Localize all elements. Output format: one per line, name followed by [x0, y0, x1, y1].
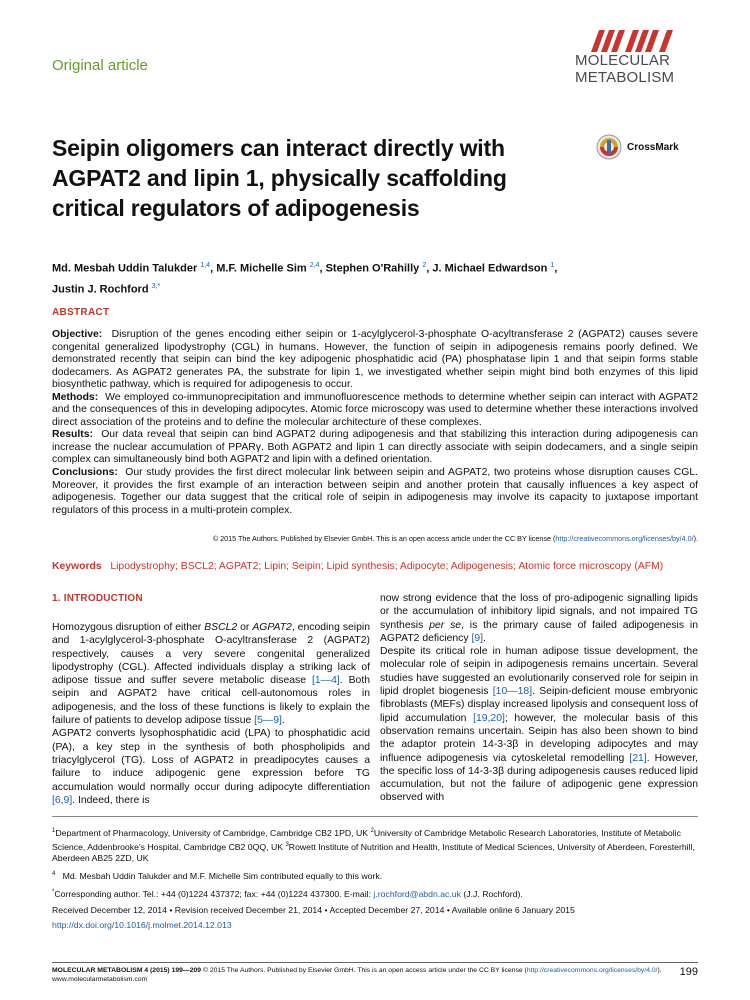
citation-link[interactable]: [10—18] [492, 686, 533, 698]
footer-website[interactable]: www.molecularmetabolism.com [52, 976, 148, 983]
abstract-text: Our study provides the first direct molecular link between seipin and AGPAT2, two proteins whose disruption causes CGL. Moreover, it provides the first example of an interaction between seipin and another protein that causally influences a key aspect of adipogenesis. Together our data suggest that the critical role of seipin in adipogenesis may involve its capacity to juxtapose important regulators of this process in a multi-protein complex. [52, 467, 698, 516]
author-affil[interactable]: 2,4 [309, 262, 320, 269]
paragraph: Homozygous disruption of either BSCL2 or AGPAT2, encoding seipin and 1-acylglycerol-3-phosphate O-acyltransferase 2 (AGPAT2) respectively, causes a very severe congenital generalized lipodystrophy (CGL). Affected individuals display a striking lack of adipose tissue and suffer severe metabolic disease [1—4]. Both seipin and AGPAT2 have critical cell-autonomous roles in adipogenesis, and the loss of these functions is likely to explain the failure of patients to develop adipose tissue [5—9]. [52, 622, 370, 727]
footnote-divider [52, 816, 698, 817]
abstract-text: We employed co-immunoprecipitation and immunofluorescence methods to determine whether seipin can interact with AGPAT2 and the consequences of this in developing adipocytes. Atomic force microscopy was used to determine whether these interactions involved direct association of the proteins and to define the molecular architecture of these complexes. [52, 391, 698, 428]
citation-link[interactable]: [21] [629, 752, 647, 764]
abstract-label: Conclusions: [52, 467, 118, 479]
article-type: Original article [52, 57, 148, 74]
crossmark-badge[interactable] [596, 134, 679, 160]
citation-link[interactable]: [5—9] [254, 715, 282, 727]
email-link[interactable]: j.rochford@abdn.ac.uk [373, 888, 461, 899]
doi-link[interactable]: http://dx.doi.org/10.1016/j.molmet.2014.12.013 [52, 920, 232, 931]
article-title: Seipin oligomers can interact directly with AGPAT2 and lipin 1, physically scaffolding critical regulators of adipogenesis [52, 135, 507, 221]
keywords-list: Lipodystrophy; BSCL2; AGPAT2; Lipin; Seipin; Lipid synthesis; Adipocyte; Adipogenesis; Atomic force microscopy (AFM) [110, 561, 664, 572]
author-name: Justin J. Rochford [52, 283, 149, 296]
license-text: © 2015 The Authors. Published by Elsevier GmbH. This is an open access article under the CC BY license ( [212, 534, 556, 543]
abstract-label: Methods: [52, 391, 99, 403]
page-footer: MOLECULAR METABOLISM 4 (2015) 199—209 © 2015 The Authors. Published by Elsevier GmbH. This is an open access article under the CC BY license (http://creativecommons.org/licenses/by/4.0/). www.molecularmetabolism.com [52, 967, 662, 983]
journal-name-line1: MOLECULAR [575, 52, 671, 69]
paragraph: now strong evidence that the loss of pro-adipogenic signalling lipids or the accumulation of inhibitory lipid signals, and not impaired TG synthesis per se, is the primary cause of failed adipogenesis in AGPAT2 deficiency [9]. [380, 593, 698, 644]
author-name: J. Michael Edwardson [432, 262, 548, 275]
author-name: M.F. Michelle Sim [216, 262, 307, 275]
author-affil[interactable]: 1,4 [200, 262, 211, 269]
citation-link[interactable]: [9] [471, 632, 483, 644]
abstract-objective [52, 329, 698, 392]
abstract-methods [52, 392, 698, 430]
column-left [52, 592, 370, 807]
journal-logo [575, 30, 705, 86]
citation-link[interactable]: [6,9] [52, 794, 73, 806]
citation-link[interactable]: [1—4] [312, 675, 340, 687]
license-link[interactable]: http://creativecommons.org/licenses/by/4.0/ [555, 534, 694, 543]
footer-journal: MOLECULAR METABOLISM 4 (2015) 199—209 [52, 967, 202, 974]
keywords-label: Keywords [52, 561, 102, 572]
page-number: 199 [679, 966, 698, 978]
affiliation-list: $^1$Department of Pharmacology, University of Cambridge, Cambridge CB2 1PD, UK $^2$University of Cambridge Metabolic Research Laboratories, Institute of Metabolic Science, Addenbrooke's Hospital, Cambridge CB2 0QQ, UK $^3$Rowett Institute of Nutrition and Health, Institute of Medical Sciences, University of Aberdeen, Foresterhill, Aberdeen AB25 2ZD, UK [52, 827, 695, 864]
section-heading: 1. INTRODUCTION [52, 593, 143, 604]
corresponding-author: *Corresponding author. Tel.: +44 (0)1224 437372; fax: +44 (0)1224 437300. E-mail: j.rochford@abdn.ac.uk (J.J. Rochford). [52, 888, 523, 899]
author-name: Md. Mesbah Uddin Talukder [52, 262, 198, 275]
affiliations [52, 826, 698, 936]
paragraph: Despite its critical role in human adipose tissue development, the molecular role of seipin in adipogenesis remains uncertain. Several studies have suggested an evolutionarily conserved role for seipin in lipid droplet biogenesis [10—18]. Seipin-deficient mouse embryonic fibroblasts (MEFs) display increased lipolysis and consequent loss of lipid accumulation [19,20]; however, the molecular basis of this observation remains uncertain. Seipin has also been shown to bind the adaptor protein 14-3-3β in developing adipocytes and may influence adipogenesis via cytoskeletal remodelling [21]. However, the specific loss of 14-3-3β during adipogenesis causes reduced lipid accumulation, but not the failure of adipogenic gene expression observed with [380, 646, 699, 804]
abstract-text: Our data reveal that seipin can bind AGPAT2 during adipogenesis and that stabilizing this interaction during adipogenesis can increase the nuclear accumulation of PPARγ. Both AGPAT2 and lipin 1 can directly associate with seipin dodecamers, and a single seipin complex can simultaneously bind both AGPAT2 and lipin with a defined orientation. [52, 429, 698, 466]
journal-name-line2: METABOLISM [575, 69, 675, 86]
author-affil[interactable]: 3,* [151, 282, 161, 290]
article-dates: Received December 12, 2014 • Revision received December 21, 2014 • Accepted December 27, 2014 • Available online 6 January 2015 [52, 904, 575, 915]
abstract-body [52, 329, 698, 517]
keywords [52, 561, 702, 572]
crossmark-label: CrossMark [627, 141, 679, 153]
abstract-label: Objective: [52, 329, 103, 340]
abstract-heading: ABSTRACT [52, 307, 110, 318]
paragraph: AGPAT2 converts lysophosphatidic acid (LPA) to phosphatidic acid (PA), a key step in the synthesis of both phospholipids and triacylglycerol (TG). Loss of AGPAT2 in preadipocytes causes a failure to induce adipogenic gene expression before TG accumulation would normally occur during adipocyte differentiation [6,9]. Indeed, there is [52, 728, 370, 806]
author-affil[interactable]: 2 [422, 262, 427, 269]
author-list: Md. Mesbah Uddin Talukder $^{1,4}$, M.F. Michelle Sim $^{2,4}$, Stephen O'Rahilly $^2$, J. Michael Edwardson $^1$, Justin J. Rochford $^{3,*}$ [52, 262, 558, 296]
author-name: Stephen O'Rahilly [325, 262, 420, 275]
column-right [380, 592, 698, 805]
abstract-results [52, 429, 698, 467]
footer-divider [52, 962, 698, 963]
mm-logo-icon [591, 30, 681, 52]
abstract-label: Results: [52, 429, 93, 441]
author-affil[interactable]: 1 [550, 262, 555, 269]
abstract-text: Disruption of the genes encoding either seipin or 1-acylglycerol-3-phosphate O-acyltransferase 2 (AGPAT2) causes severe congenital generalized lipodystrophy (CGL) in humans. However, the function of seipin in adipogenesis remains poorly defined. We demonstrated recently that seipin can bind the key adipogenic phosphatidic acid (PA) phosphatase lipin 1 and that seipin forms stable dodecamers. As AGPAT2 generates PA, the substrate for lipin 1, we investigated whether seipin might bind both enzymes of this lipid biosynthetic pathway, which is required for adipogenesis to occur. [52, 329, 698, 391]
crossmark-icon [596, 134, 622, 160]
license-text: ). [693, 534, 698, 543]
equal-contribution-note: $^4$ Md. Mesbah Uddin Talukder and M.F. Michelle Sim contributed equally to this work. [52, 871, 383, 882]
citation-link[interactable]: [19,20] [473, 712, 505, 724]
footer-license-link[interactable]: http://creativecommons.org/licenses/by/4.0/ [526, 967, 658, 974]
license-statement [213, 534, 698, 543]
abstract-conclusions [52, 467, 698, 517]
